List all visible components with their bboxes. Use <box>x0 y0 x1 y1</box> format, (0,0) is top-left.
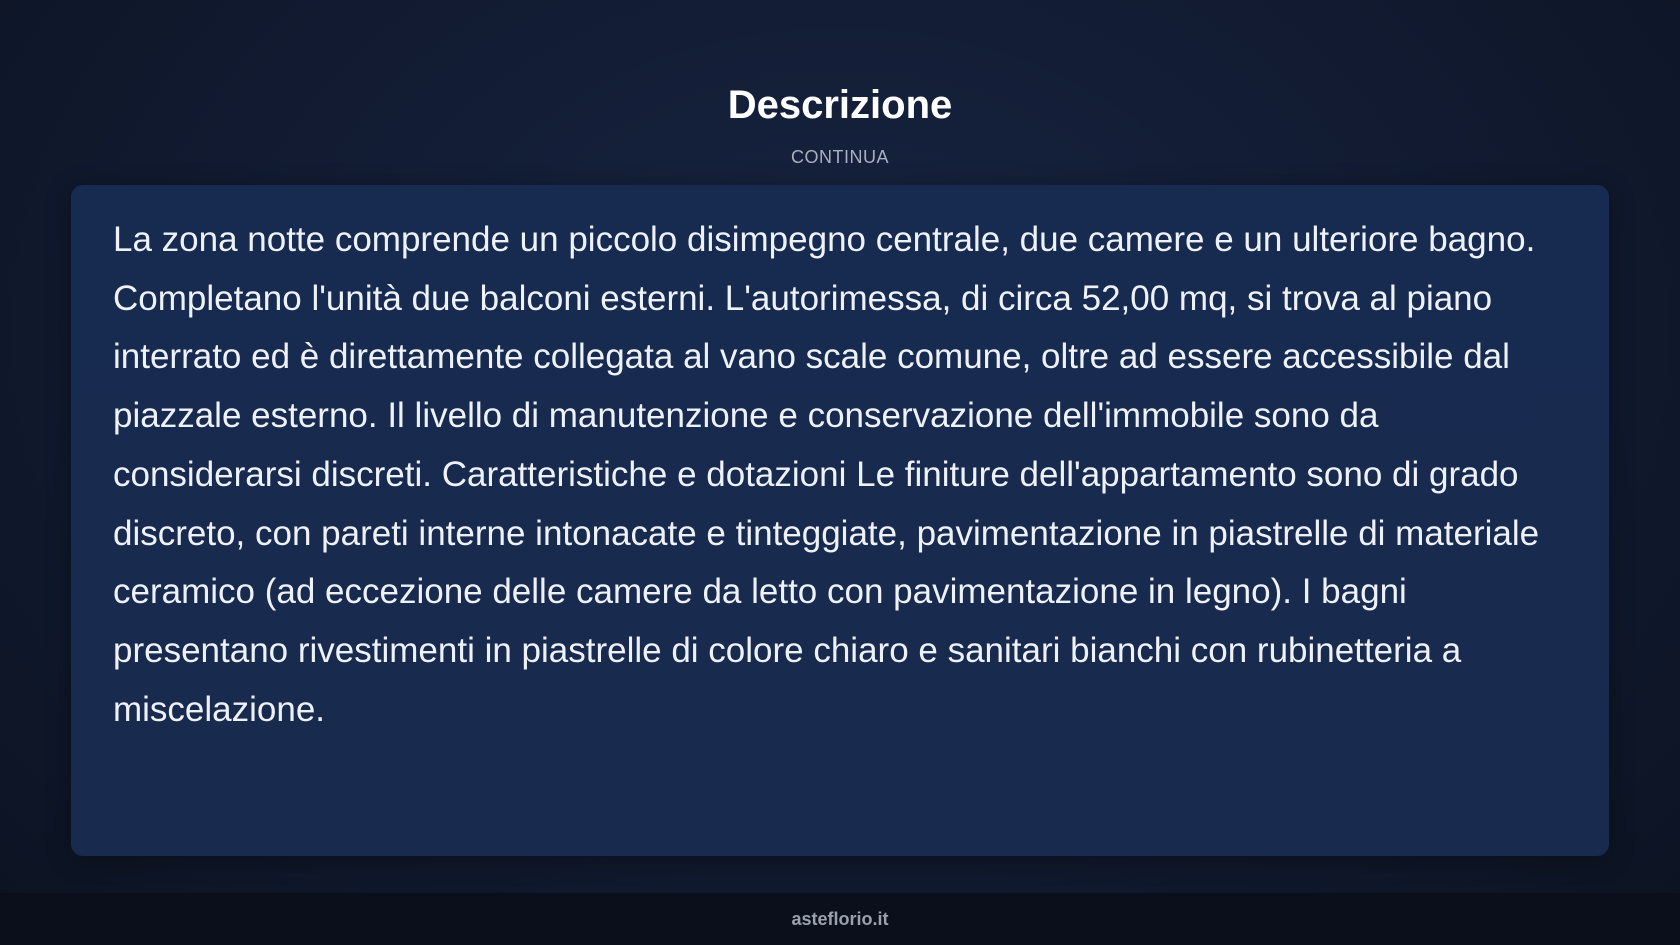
page-subtitle: CONTINUA <box>791 147 889 167</box>
footer-site-name: asteflorio.it <box>791 909 889 929</box>
description-text: La zona notte comprende un piccolo disimpegno centrale, due camere e un ulteriore bagno. Completano l'unità due balconi esterni. L'autorimessa, di circa 52,00 mq, si trova al piano interrato ed è direttamente collegata al vano scale comune, oltre ad essere accessibile dal piazzale esterno. Il livello di manutenzione e conservazione dell'immobile sono da considerarsi discreti. Caratteristiche e dotazioni Le finiture dell'appartamento sono di grado discreto, con pareti interne intonacate e tinteggiate, pavimentazione in piastrelle di materiale ceramico (ad eccezione delle camere da letto con pavimentazione in legno). I bagni presentano rivestimenti in piastrelle di colore chiaro e sanitari bianchi con rubinetteria a miscelazione. <box>113 220 1540 729</box>
footer-bar <box>0 893 1680 945</box>
description-card <box>71 185 1609 856</box>
page-title: Descrizione <box>727 83 953 127</box>
